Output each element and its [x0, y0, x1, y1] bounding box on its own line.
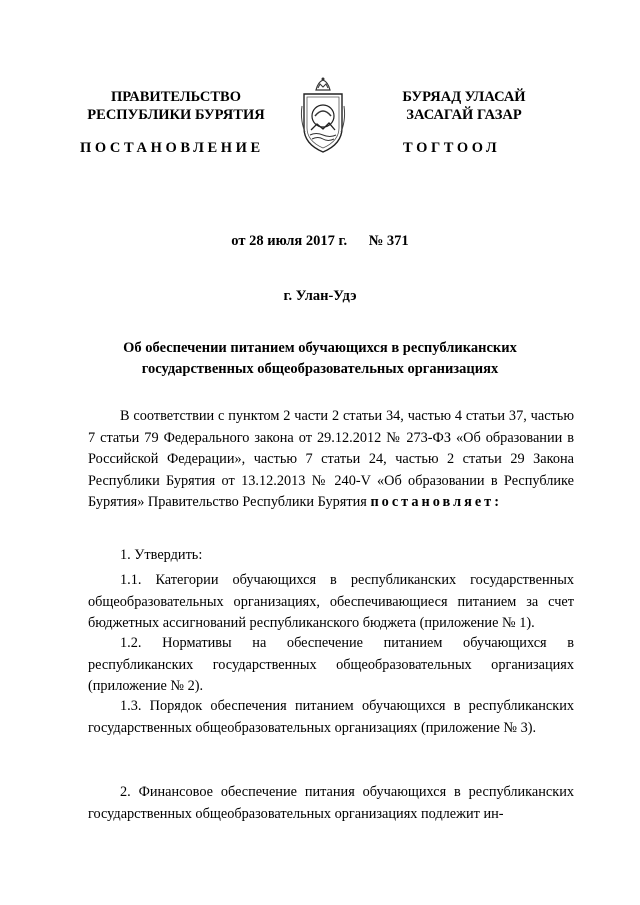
paragraph-approve — [88, 545, 574, 567]
doc-type-russian: ПОСТАНОВЛЕНИЕ — [80, 140, 264, 156]
preamble-text: В соответствии с пунктом 2 части 2 статьи 34, частью 4 статьи 37, частью 7 статьи 79 Федерального закона от 29.12.2012 № 273-ФЗ «Об образовании в Российской Федерации», частью 7 статьи 24, частью 2 статьи 29 Закона Республики Бурятия от 13.12.2013 № 240-V «Об образовании в Республике Бурятия» Правительство Республики Бурятия — [88, 408, 574, 511]
paragraph-approve-text: 1. Утвердить: — [120, 547, 203, 563]
header-left-block — [62, 88, 290, 124]
paragraph-1-3-text: 1.3. Порядок обеспечения питанием обучающихся в республиканских государственных общеобразовательных организациях (приложение № 3). — [88, 698, 574, 736]
coat-of-arms-icon — [298, 76, 348, 154]
header-right-block — [350, 88, 578, 124]
paragraph-1-3 — [88, 696, 574, 739]
paragraph-2-text: 2. Финансовое обеспечение питания обучающихся в республиканских государственных общеобразовательных организациях подлежит ин- — [88, 784, 574, 822]
title-line-2: государственных общеобразовательных организациях — [141, 361, 499, 377]
header-left-line-1: ПРАВИТЕЛЬСТВО — [111, 89, 241, 105]
paragraph-2 — [88, 782, 574, 825]
paragraph-1-1 — [88, 570, 574, 635]
paragraph-1-2 — [88, 633, 574, 698]
document-number: № 371 — [368, 233, 409, 249]
paragraph-preamble — [88, 406, 574, 514]
resolution-keyword: постановляет: — [370, 494, 502, 511]
document-city: г. Улан-Удэ — [283, 288, 357, 304]
document-title — [60, 338, 580, 380]
paragraph-1-1-text: 1.1. Категории обучающихся в республиканских государственных общеобразовательных организациях, обеспечивающиеся питанием за счет бюджетных ассигнований республиканского бюджета (приложение № 1). — [88, 572, 574, 632]
date-number-line — [0, 233, 640, 250]
doc-type-buryat: ТОГТООЛ — [403, 140, 501, 156]
header-right-line-1: БУРЯАД УЛАСАЙ — [402, 89, 526, 105]
title-line-1: Об обеспечении питанием обучающихся в республиканских — [123, 340, 517, 356]
header-right-line-2: ЗАСАГАЙ ГАЗАР — [406, 107, 522, 123]
header-left-line-2: РЕСПУБЛИКИ БУРЯТИЯ — [87, 107, 265, 123]
paragraph-1-2-text: 1.2. Нормативы на обеспечение питанием обучающихся в республиканских государственных общеобразовательных организациях (приложение № 2). — [88, 635, 574, 695]
document-date: от 28 июля 2017 г. — [231, 233, 348, 249]
